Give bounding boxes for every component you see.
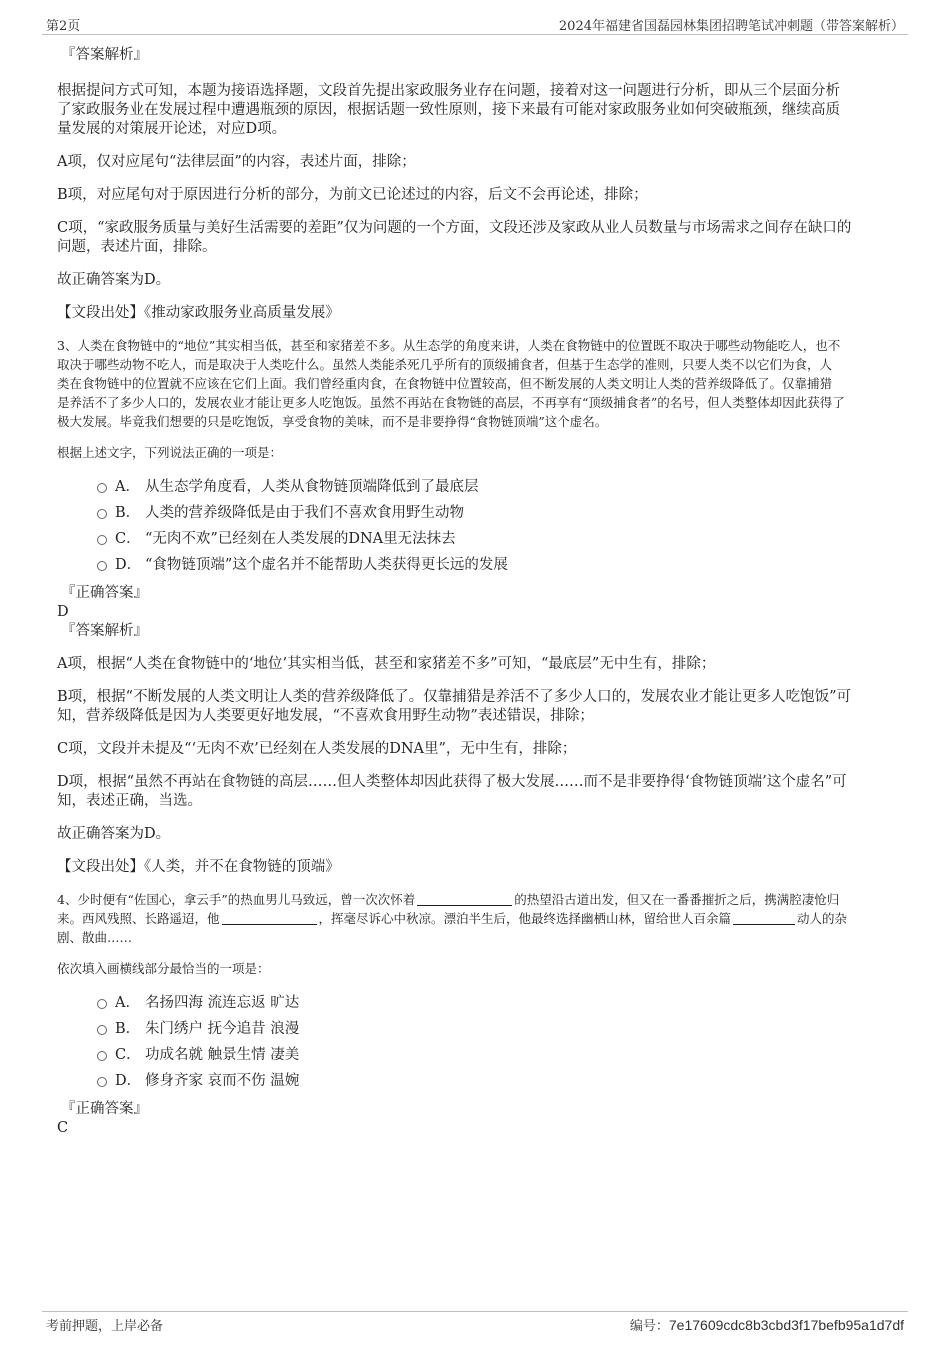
document-title: 2024年福建省国磊园林集团招聘笔试冲刺题（带答案解析）	[558, 19, 904, 34]
option-letter: B．	[115, 505, 141, 521]
q4-option-b[interactable]	[57, 1016, 893, 1042]
q4-options	[57, 990, 893, 1094]
q2-analysis-line: 了家政服务业在发展过程中遭遇瓶颈的原因，根据话题一致性原则，接下来最有可能对家政服务业如何突破瓶颈，继续高质	[57, 102, 840, 118]
option-text: 朱门绣户 抚今追昔 浪漫	[145, 1021, 300, 1037]
q3-option-d-analysis: 知，表述正确，当选。	[57, 793, 202, 809]
q3-answer: D	[57, 604, 69, 620]
q2-option-c-analysis: C项，“家政服务质量与美好生活需要的差距”仅为问题的一个方面，文段还涉及家政从业人员数量与市场需求之间存在缺口的	[57, 220, 852, 236]
radio-button[interactable]	[97, 535, 107, 545]
code-value: 7e17609cdc8b3cbd3f17befb95a1d7df	[668, 1317, 904, 1333]
q2-source: 【文段出处】《推动家政服务业高质量发展》	[57, 305, 340, 321]
q3-option-c-analysis: C项，文段并未提及“‘无肉不欢’已经刻在人类发展的DNA里”，无中生有，排除；	[57, 741, 577, 757]
option-letter: D．	[115, 1073, 142, 1089]
q2-analysis-line: 量发展的对策展开论述，对应D项。	[57, 121, 287, 137]
q4-option-c[interactable]	[57, 1042, 893, 1068]
radio-button[interactable]	[97, 509, 107, 519]
page-header	[42, 14, 908, 35]
radio-button[interactable]	[97, 1077, 107, 1087]
q3-stem-line: 取决于哪些动物不吃人，而是取决于人类吃什么。虽然人类能杀死几乎所有的顶级捕食者，但基于生态学的准则，只要人类不以它们为食，人	[57, 357, 833, 372]
radio-button[interactable]	[97, 561, 107, 571]
option-text: 修身齐家 哀而不伤 温婉	[145, 1073, 300, 1089]
option-letter: A．	[115, 479, 140, 495]
q3-option-b-analysis: 知，营养级降低是因为人类要更好地发展，“不喜欢食用野生动物”表述错误，排除；	[57, 708, 594, 724]
q3-conclusion: 故正确答案为D。	[57, 826, 171, 842]
q3-stem-line: 极大发展。毕竟我们想要的只是吃饱饭，享受食物的美味，而不是非要挣得“食物链顶端”这个虚名。	[57, 414, 608, 429]
q3-option-b[interactable]	[57, 500, 893, 526]
q4-stem-line: 剧、散曲……	[57, 930, 133, 945]
page-footer	[42, 1311, 908, 1334]
radio-button[interactable]	[97, 1025, 107, 1035]
q3-option-a-analysis: A项，根据“人类在食物链中的‘地位’其实相当低，甚至和家猪差不多”可知，“最底层”无中生有，排除；	[57, 656, 716, 672]
option-text: “无肉不欢”已经刻在人类发展的DNA里无法抹去	[145, 531, 456, 547]
option-letter: C．	[115, 531, 141, 547]
q3-answer-title: 『正确答案』	[61, 585, 148, 601]
q4-stem-text: 的热望沿古道出发，但又在一番番摧折之后，携满腔凄怆归	[514, 892, 840, 907]
q3-option-d[interactable]	[57, 552, 893, 578]
blank-line	[733, 911, 795, 925]
option-letter: D．	[115, 557, 142, 573]
blank-line	[222, 911, 317, 925]
q4-option-d[interactable]	[57, 1068, 893, 1094]
q3-option-a[interactable]	[57, 474, 893, 500]
q3-source: 【文段出处】《人类，并不在食物链的顶端》	[57, 859, 340, 875]
q2-option-c-analysis: 问题，表述片面，排除。	[57, 239, 217, 255]
q2-analysis-line: 根据提问方式可知，本题为接语选择题，文段首先提出家政服务业存在问题，接着对这一问题进行分析，即从三个层面分析	[57, 83, 840, 99]
q3-option-c[interactable]	[57, 526, 893, 552]
q4-stem-line	[57, 890, 893, 909]
code-label: 编号：	[629, 1319, 669, 1334]
option-letter: A．	[115, 995, 140, 1011]
q3-option-b-analysis: B项，根据“不断发展的人类文明让人类的营养级降低了。仅靠捕猎是养活不了多少人口的，发展农业才能让更多人吃饱饭”可	[57, 689, 851, 705]
q2-option-a-analysis: A项，仅对应尾句“法律层面”的内容，表述片面，排除；	[57, 154, 416, 170]
q4-stem-text: ，挥毫尽诉心中秋凉。漂泊半生后，他最终选择幽栖山林，留给世人百余篇	[318, 911, 732, 926]
option-text: 功成名就 触景生情 凄美	[145, 1047, 300, 1063]
footer-slogan: 考前押题，上岸必备	[46, 1319, 164, 1334]
blank-line	[417, 892, 512, 906]
option-text: “食物链顶端”这个虚名并不能帮助人类获得更长远的发展	[145, 557, 508, 573]
q3-options	[57, 474, 893, 578]
option-text: 人类的营养级降低是由于我们不喜欢食用野生动物	[145, 505, 464, 521]
q3-option-d-analysis: D项，根据“虽然不再站在食物链的高层……但人类整体却因此获得了极大发展……而不是非要挣得‘食物链顶端’这个虚名”可	[57, 774, 847, 790]
q4-answer-title: 『正确答案』	[61, 1101, 148, 1117]
q2-option-b-analysis: B项，对应尾句对于原因进行分析的部分，为前文已论述过的内容，后文不会再论述，排除；	[57, 187, 648, 203]
q4-stem-text: 4、少时便有“佐国心，拿云手”的热血男儿马致远，曾一次次怀着	[57, 892, 416, 907]
q4-option-a[interactable]	[57, 990, 893, 1016]
q4-stem-text: 动人的杂	[797, 911, 848, 926]
q3-stem-line: 是养活不了多少人口的，发展农业才能让更多人吃饱饭。虽然不再站在食物链的高层，不再享有“顶级捕食者”的名号，但人类整体却因此获得了	[57, 395, 845, 410]
q4-answer: C	[57, 1120, 69, 1136]
option-text: 名扬四海 流连忘返 旷达	[145, 995, 300, 1011]
radio-button[interactable]	[97, 999, 107, 1009]
q3-prompt: 根据上述文字，下列说法正确的一项是：	[57, 445, 283, 460]
radio-button[interactable]	[97, 1051, 107, 1061]
option-text: 从生态学角度看，人类从食物链顶端降低到了最底层	[145, 479, 479, 495]
q4-stem-text: 来。西风残照、长路遥迢，他	[57, 911, 220, 926]
option-letter: B．	[115, 1021, 141, 1037]
radio-button[interactable]	[97, 483, 107, 493]
q2-analysis-title: 『答案解析』	[61, 47, 148, 63]
option-letter: C．	[115, 1047, 141, 1063]
q3-stem-line: 类在食物链中的位置就不应该在它们上面。我们曾经重肉食，在食物链中位置较高，但不断发展的人类文明让人类的营养级降低了。仅靠捕猎	[57, 376, 833, 391]
page-number: 第2页	[46, 19, 81, 34]
q2-conclusion: 故正确答案为D。	[57, 272, 171, 288]
page-content	[57, 46, 893, 1138]
q3-stem-line: 3、人类在食物链中的“地位”其实相当低，甚至和家猪差不多。从生态学的角度来讲，人类在食物链中的位置既不取决于哪些动物能吃人，也不	[57, 338, 841, 353]
document-code	[630, 1315, 904, 1334]
q4-prompt: 依次填入画横线部分最恰当的一项是：	[57, 961, 270, 976]
q3-analysis-title: 『答案解析』	[61, 623, 148, 639]
q4-stem-line	[57, 909, 893, 928]
